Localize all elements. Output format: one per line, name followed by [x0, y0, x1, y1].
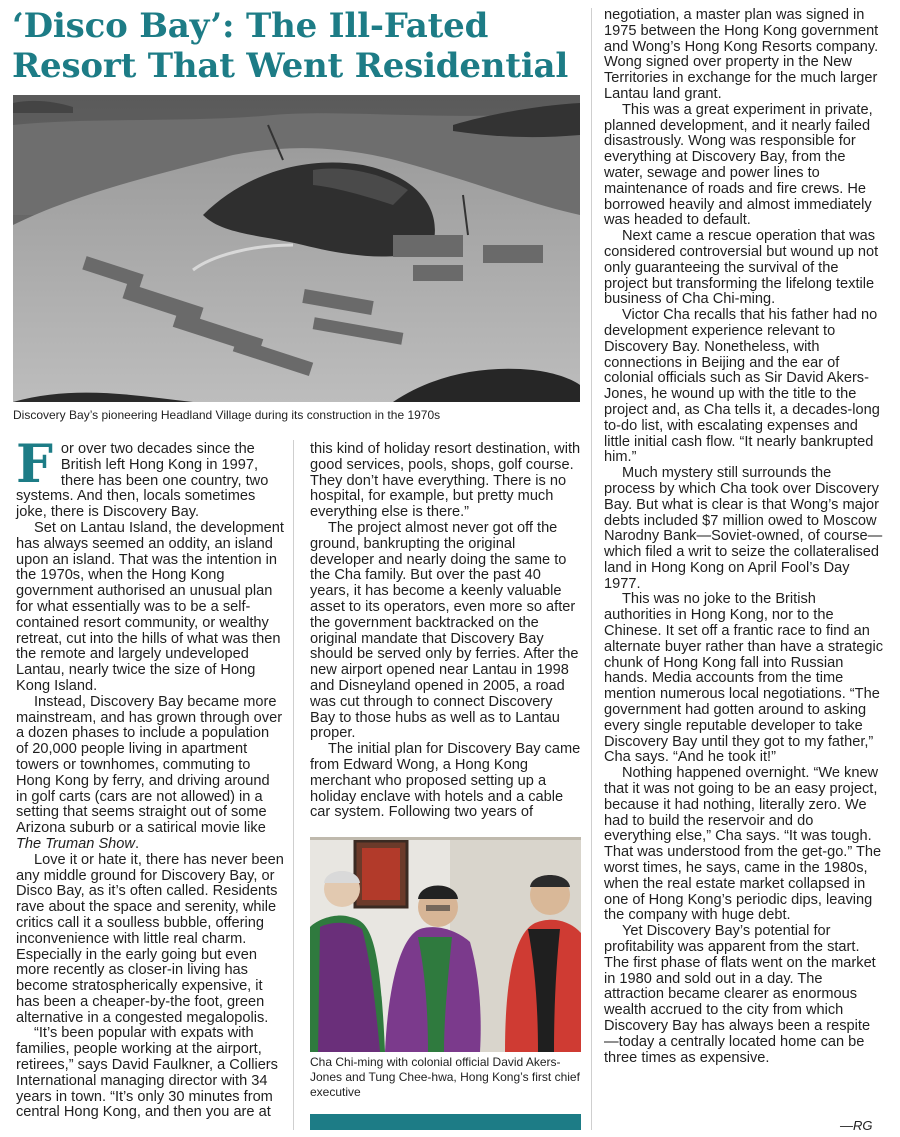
paragraph: Next came a rescue operation that was considered controversial but wound up not only guaranteeing the survival of the project but transforming the lifelong textile business of Cha Chi-ming. — [604, 228, 879, 308]
top-photo-caption: Discovery Bay’s pioneering Headland Village during its construction in the 1970s — [13, 408, 441, 422]
paragraph: The project almost never got off the ground, bankrupting the original developer and nearly doing the same to the Cha family. But over the past 40 years, it has become a keenly valuable asset to its operators, even more so after the government backtracked on the original mandate that Discovery Bay should be served only by ferries. After the new airport opened near Lantau in 1998 and Disneyland opened in 2005, a road was cut through to connect Discovery Bay to those hubs as well as to Lantau proper. — [310, 519, 579, 742]
paragraph: This was no joke to the British authorities in Hong Kong, nor to the Chinese. It set off a frantic race to find an alternate buyer rather than have a strategic chunk of Hong Kong fall into Russian hands. Media accounts from the time mention numerous local negotiations. “The government had gotten around to asking every single reputable developer to take Discovery Bay until they got to my father,” Cha says. “And he took it!” — [604, 591, 884, 766]
paragraph: Yet Discovery Bay’s potential for profitability was apparent from the start. The first phase of flats went on the market in 1980 and sold out in a day. The attraction became clearer as enormous wealth accrued to the city from which Discovery Bay has always been a respite—today a centrally located home can be three times as expensive. — [604, 923, 876, 1066]
movie-title: The Truman Show — [16, 835, 135, 852]
paragraph: Love it or hate it, there has never been any middle ground for Discovery Bay, or Disco Bay, as it’s often called. Residents rave about the space and serenity, while critics call it a soulless bubble, offering inconvenience with little real charm. Especially in the early going but even more recently as closer-in living has become stratospherically expensive, it has been a cheaper-by-the foot, green alternative in a congested megalopolis. — [16, 851, 284, 1026]
author-signoff: —RG — [840, 1118, 873, 1133]
column-divider — [591, 8, 592, 1130]
paragraph-text: . — [134, 835, 140, 852]
article-column-3 — [604, 8, 884, 1066]
construction-photo — [13, 95, 580, 402]
paragraph-text: or over two decades since the British left Hong Kong in 1997, there has been one country, two systems. And then, locals sometimes joke, there is Discovery Bay. — [16, 441, 269, 521]
drop-cap: F — [16, 434, 53, 495]
article-column-1 — [16, 434, 284, 1121]
portrait-photo — [310, 837, 581, 1052]
column-divider — [293, 440, 294, 1130]
headline: ‘Disco Bay’: The Ill-Fated Resort That Went Residential — [12, 6, 569, 86]
paragraph: The initial plan for Discovery Bay came from Edward Wong, a Hong Kong merchant who proposed setting up a holiday enclave with hotels and a cable car system. Following two years of — [310, 741, 581, 821]
paragraph: “It’s been popular with expats with families, people working at the airport, retirees,” says David Faulkner, a Colliers International managing director with 34 years in town. “It’s only 30 minutes from central Hong Kong, and then you are at — [16, 1025, 278, 1121]
paragraph-text: Instead, Discovery Bay became more mainstream, and has grown through over a dozen phases to include a population of 20,000 people living in apartment towers or townhomes, commuting to Hong Kong by ferry, and driving around in golf carts (cars are not allowed) in a setting that seems straight out of some Arizona suburb or a satirical movie like — [16, 693, 283, 837]
bottom-photo-caption: Cha Chi-ming with colonial official David Akers-Jones and Tung Chee-hwa, Hong Kong’s first chief executive — [310, 1055, 580, 1099]
accent-bar — [310, 1114, 581, 1130]
paragraph: This was a great experiment in private, planned development, and it nearly failed disastrously. Wong was responsible for everything at Discovery Bay, from the water, sewage and power lines to maintenance of roads and fire crews. He borrowed heavily and almost immediately was headed to default. — [604, 101, 873, 229]
article-column-2 — [310, 442, 581, 821]
paragraph: this kind of holiday resort destination, with good services, pools, shops, golf course. They don’t have everything. There is no hospital, for example, but pretty much everything else is there.” — [310, 441, 581, 521]
paragraph: Much mystery still surrounds the process by which Cha took over Discovery Bay. But what is clear is that Wong’s major debts included $7 million owed to Moscow Narodny Bank—Soviet-owned, of course—which filed a writ to seize the collateralised land in Hong Kong on April Fool’s Day 1977. — [604, 465, 883, 592]
paragraph — [16, 695, 284, 853]
paragraph: negotiation, a master plan was signed in 1975 between the Hong Kong government and Wong’s Hong Kong Resorts company. Wong signed over property in the New Territories in exchange for the much larger Lantau land grant. — [604, 7, 879, 102]
paragraph: Victor Cha recalls that his father had no development experience relevant to Discovery Bay. Nonetheless, with connections in Beijing and the ear of colonial officials such as Sir David Akers-Jones, he wound up with the title to the project and, as Cha tells it, a decades-long to-do list, with escalating expenses and little initial cash flow. “It nearly bankrupted him.” — [604, 307, 880, 466]
paragraph: Set on Lantau Island, the development has always seemed an oddity, an island upon an island. That was the intention in the 1970s, when the Hong Kong government authorised an unusual plan for what essentially was to be a self-contained resort community, or wealthy retreat, cut into the hills of what was then the remote and largely undeveloped Lantau, nearly twice the size of Hong Kong Island. — [16, 519, 284, 694]
paragraph — [16, 434, 284, 521]
paragraph: Nothing happened overnight. “We knew that it was not going to be an easy project, because it had nothing, literally zero. We had to build the reservoir and do everything else,” Cha says. “It was tough. That was understood from the get-go.” The worst times, he says, came in the 1980s, when the real estate market collapsed in one of Hong Kong’s periodic dips, leaving the company with huge debt. — [604, 765, 882, 924]
